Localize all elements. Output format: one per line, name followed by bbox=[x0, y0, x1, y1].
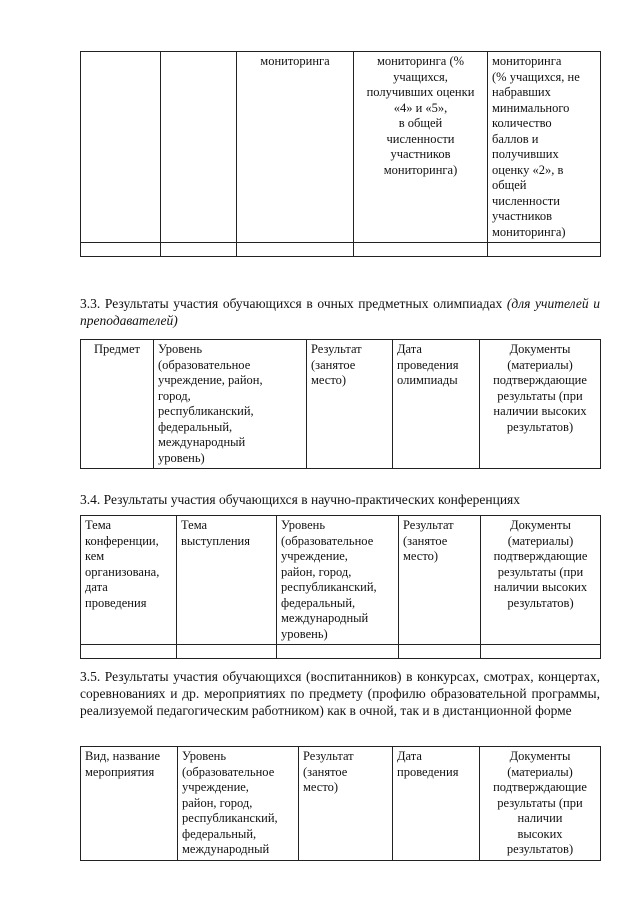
monitoring-cell-5: мониторинга (% учащихся, не набравших минимального количество баллов и получивших оценку «2», в общей численности участников мониторинга) bbox=[488, 52, 601, 243]
empty-cell bbox=[399, 645, 481, 659]
empty-cell bbox=[277, 645, 399, 659]
header-result: Результат (занятое место) bbox=[299, 747, 393, 861]
header-level: Уровень (образовательное учреждение, район, город, республиканский, федеральный, международный уровень) bbox=[277, 516, 399, 645]
monitoring-cell-1 bbox=[81, 52, 161, 243]
section-3-4-heading: 3.4. Результаты участия обучающихся в научно-практических конференциях bbox=[80, 492, 521, 507]
section-3-3-note: (для учителей и преподавателей) bbox=[80, 296, 600, 328]
empty-cell bbox=[488, 243, 601, 257]
section-3-3-title: 3.3. Результаты участия обучающихся в очных предметных олимпиадах bbox=[80, 296, 503, 311]
header-level: Уровень (образовательное учреждение, район, город, республиканский, федеральный, международный bbox=[178, 747, 299, 861]
section-3-5-heading: 3.5. Результаты участия обучающихся (воспитанников) в конкурсах, смотрах, концертах, соревнованиях и др. мероприятиях по предмету (профилю образовательной программы, реализуемой педагогическим работником) как в очной, так и в дистанционной форме bbox=[80, 669, 600, 718]
header-result: Результат (занятое место) bbox=[307, 340, 393, 469]
empty-cell bbox=[237, 243, 354, 257]
section-3-3-heading bbox=[80, 295, 600, 329]
empty-cell bbox=[177, 645, 277, 659]
events-table bbox=[80, 746, 601, 861]
header-event-name: Вид, название мероприятия bbox=[81, 747, 178, 861]
empty-cell bbox=[354, 243, 488, 257]
header-subject: Предмет bbox=[81, 340, 154, 469]
monitoring-cell-2 bbox=[161, 52, 237, 243]
header-date: Дата проведения олимпиады bbox=[393, 340, 480, 469]
empty-cell bbox=[81, 645, 177, 659]
empty-cell bbox=[81, 243, 161, 257]
header-date: Дата проведения bbox=[393, 747, 480, 861]
empty-cell bbox=[481, 645, 601, 659]
header-speech-topic: Тема выступления bbox=[177, 516, 277, 645]
header-result: Результат (занятое место) bbox=[399, 516, 481, 645]
monitoring-table bbox=[80, 51, 601, 257]
header-documents: Документы (материалы) подтверждающие результаты (при наличии высоких результатов) bbox=[481, 516, 601, 645]
header-level: Уровень (образовательное учреждение, район, город, республиканский, федеральный, международный уровень) bbox=[154, 340, 307, 469]
header-documents: Документы (материалы) подтверждающие результаты (при наличии высоких результатов) bbox=[480, 340, 601, 469]
monitoring-cell-3: мониторинга bbox=[237, 52, 354, 243]
header-conference-topic: Тема конференции, кем организована, дата проведения bbox=[81, 516, 177, 645]
monitoring-cell-4: мониторинга (% учащихся, получивших оценки «4» и «5», в общей численности участников мониторинга) bbox=[354, 52, 488, 243]
conference-table bbox=[80, 515, 601, 659]
olympiad-table bbox=[80, 339, 601, 469]
header-documents: Документы (материалы) подтверждающие результаты (при наличии высоких результатов) bbox=[480, 747, 601, 861]
empty-cell bbox=[161, 243, 237, 257]
